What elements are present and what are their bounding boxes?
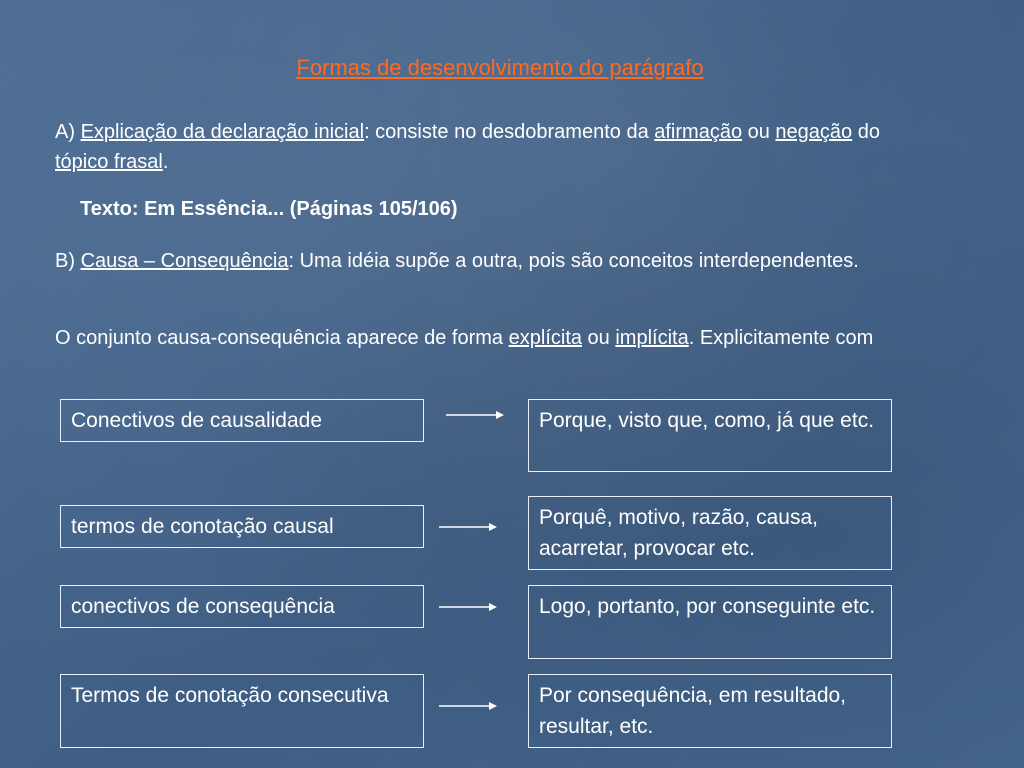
section-a-text3: do [852,121,880,143]
section-c-paragraph [55,323,925,353]
section-c-link-implicita: implícita [615,327,689,349]
section-b-paragraph [55,246,925,276]
section-a-paragraph [55,117,925,177]
slide-title: Formas de desenvolvimento do parágrafo [296,55,704,80]
arrow-right-icon [446,409,504,421]
section-a-text1: : consiste no desdobramento da [364,121,655,143]
right-box-exemplos-consecutiva: Por consequência, em resultado, resultar, etc. [528,674,892,748]
right-box-exemplos-causal: Porquê, motivo, razão, causa, acarretar, provocar etc. [528,496,892,570]
section-b-prefix: B) [55,250,81,272]
section-a-text2: ou [742,121,776,143]
section-c-link-explicita: explícita [508,327,582,349]
left-box-conectivos-consequencia: conectivos de consequência [60,585,424,628]
section-a-link-topico: tópico frasal [55,151,163,173]
text-reference: Texto: Em Essência... (Páginas 105/106) [80,198,458,220]
section-a-term: Explicação da declaração inicial [80,121,365,143]
section-a-link-negacao: negação [775,121,853,143]
left-box-termos-causal: termos de conotação causal [60,505,424,548]
arrow-right-icon [439,601,497,613]
section-a-prefix: A) [55,121,81,143]
section-b-text: : Uma idéia supõe a outra, pois são conceitos interdependentes. [288,250,859,272]
arrow-right-icon [439,521,497,533]
right-box-exemplos-causalidade: Porque, visto que, como, já que etc. [528,399,892,472]
right-box-exemplos-consequencia: Logo, portanto, por conseguinte etc. [528,585,892,659]
section-c-text2: ou [582,327,616,349]
left-box-conectivos-causalidade: Conectivos de causalidade [60,399,424,442]
section-c-text3: . Explicitamente com [688,327,874,349]
section-b-term: Causa – Consequência [80,250,289,272]
section-a-link-afirmacao: afirmação [654,121,743,143]
left-box-termos-consecutiva: Termos de conotação consecutiva [60,674,424,748]
arrow-right-icon [439,700,497,712]
section-a-text4: . [162,151,169,173]
section-c-text1: O conjunto causa-consequência aparece de forma [55,327,509,349]
